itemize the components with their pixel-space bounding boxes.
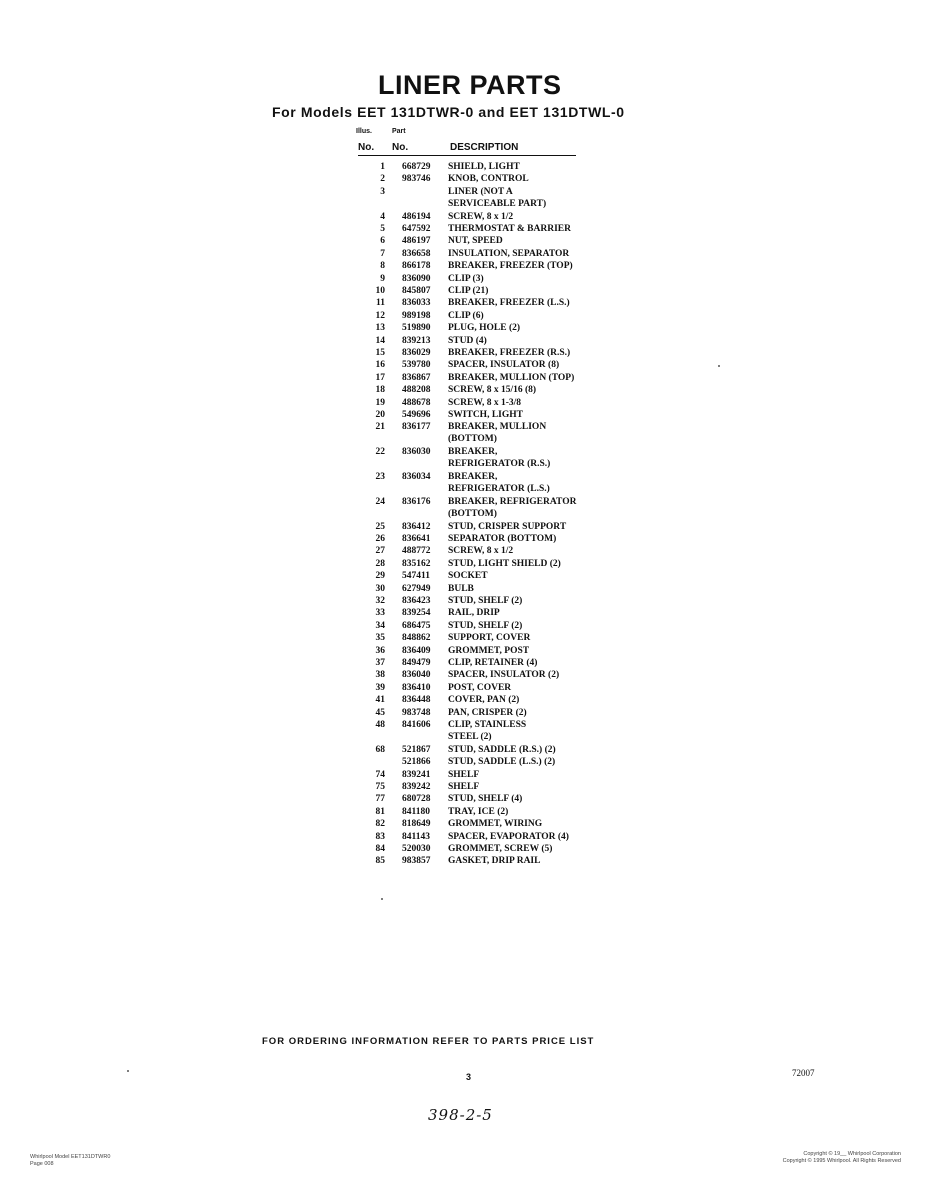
- part-column-header-top: Part: [392, 128, 406, 135]
- description-line: RAIL, DRIP: [448, 608, 500, 619]
- part-description: [448, 769, 479, 781]
- part-description: [448, 818, 542, 830]
- illus-number: 9: [380, 273, 385, 284]
- bottom-left-line: Whirlpool Model EET131DTWR0: [30, 1154, 111, 1160]
- illus-number: 2: [380, 174, 385, 185]
- part-description: [448, 707, 527, 719]
- part-number: 488678: [402, 397, 431, 408]
- scan-speck: [718, 365, 720, 367]
- description-line: SHELF: [448, 782, 480, 792]
- description-column-header: DESCRIPTION: [450, 142, 519, 153]
- description-line: SCREW, 8 x 1/2: [448, 546, 514, 557]
- illus-number: 25: [375, 521, 385, 532]
- description-line: BREAKER, REFRIGERATOR: [448, 496, 577, 507]
- description-line: SHELF: [448, 769, 480, 780]
- description-line: (BOTTOM): [448, 434, 497, 445]
- ordering-note: FOR ORDERING INFORMATION REFER TO PARTS PRICE LIST: [262, 1036, 595, 1047]
- description-line: CLIP (3): [448, 273, 484, 284]
- illus-number: 33: [375, 608, 385, 619]
- part-description: [448, 521, 566, 533]
- illus-column-header-top: Illus.: [356, 128, 372, 135]
- illus-number: 13: [375, 323, 385, 334]
- part-description: [448, 211, 513, 223]
- part-description: [448, 173, 529, 185]
- illus-number: 27: [375, 546, 385, 557]
- part-description: [448, 545, 513, 557]
- illus-number: 16: [375, 360, 385, 371]
- illus-number: 17: [375, 372, 385, 383]
- part-number: 841606: [402, 720, 431, 730]
- description-line: SUPPORT, COVER: [448, 633, 531, 644]
- part-number: 836412: [402, 521, 431, 532]
- description-line: STEEL (2): [448, 732, 492, 742]
- description-line: CLIP, STAINLESS: [448, 720, 527, 730]
- description-line: POST, COVER: [448, 682, 512, 693]
- illus-number: 75: [375, 782, 385, 792]
- part-number: 836177: [402, 422, 431, 433]
- description-line: BREAKER, MULLION (TOP): [448, 372, 575, 383]
- illus-number: 81: [375, 806, 385, 817]
- part-description: [448, 273, 484, 285]
- part-description: [448, 409, 523, 421]
- description-line: PLUG, HOLE (2): [448, 323, 521, 334]
- part-description: [448, 384, 536, 396]
- handwritten-reference: 398-2-5: [428, 1106, 493, 1124]
- description-line: SCREW, 8 x 1-3/8: [448, 397, 522, 408]
- scan-speck: [381, 898, 383, 900]
- illus-number: 37: [375, 658, 385, 668]
- part-number: 841143: [402, 831, 430, 842]
- part-number: 836030: [402, 447, 431, 458]
- part-description: [448, 446, 550, 470]
- description-line: KNOB, CONTROL: [448, 174, 529, 185]
- part-description: [448, 421, 546, 445]
- description-line: COVER, PAN (2): [448, 695, 520, 706]
- part-number: 836867: [402, 372, 431, 383]
- part-number: 836040: [402, 670, 431, 681]
- illus-number: 30: [375, 583, 385, 594]
- copyright-line: Copyright © 19__ Whirlpool Corporation: [803, 1151, 901, 1157]
- part-description: [448, 756, 555, 768]
- part-description: [448, 335, 487, 347]
- part-number: 983746: [402, 174, 431, 185]
- page-title: LINER PARTS: [378, 70, 562, 100]
- part-description: [448, 657, 537, 669]
- part-description: [448, 235, 503, 247]
- part-number: 686475: [402, 620, 431, 631]
- illus-number: 15: [375, 348, 385, 358]
- part-description: [448, 570, 488, 582]
- illus-number: 12: [375, 310, 385, 321]
- illus-number: 11: [376, 298, 385, 309]
- part-number: 486194: [402, 211, 431, 222]
- model-subtitle: For Models EET 131DTWR-0 and EET 131DTWL-0: [272, 104, 625, 120]
- part-number: 547411: [402, 571, 430, 582]
- illus-number: 3: [380, 186, 385, 197]
- description-line: SCREW, 8 x 1/2: [448, 211, 514, 222]
- part-number: 668729: [402, 162, 431, 172]
- illus-number: 20: [375, 410, 385, 420]
- illus-no-column-header: No.: [358, 142, 375, 153]
- illus-number: 41: [375, 695, 385, 706]
- part-description: [448, 471, 550, 495]
- description-line: SWITCH, LIGHT: [448, 410, 523, 420]
- part-description: [448, 669, 559, 681]
- part-description: [448, 694, 519, 706]
- part-number: 836641: [402, 534, 431, 544]
- illus-number: 6: [380, 236, 385, 247]
- illus-number: 45: [375, 707, 385, 718]
- part-number: 839241: [402, 769, 431, 780]
- illus-number: 24: [375, 496, 385, 507]
- description-line: STUD, CRISPER SUPPORT: [448, 521, 567, 532]
- part-description: [448, 322, 520, 334]
- description-line: SPACER, EVAPORATOR (4): [448, 831, 569, 842]
- part-number: 849479: [402, 658, 431, 668]
- illus-number: 5: [380, 224, 385, 234]
- illus-number: 32: [375, 596, 385, 606]
- illus-number: 83: [375, 831, 385, 842]
- description-line: GROMMET, POST: [448, 645, 530, 656]
- description-line: CLIP, RETAINER (4): [448, 658, 538, 668]
- description-line: NUT, SPEED: [448, 236, 503, 247]
- part-description: [448, 843, 552, 855]
- part-number: 848862: [402, 633, 431, 644]
- description-line: STUD, SHELF (2): [448, 596, 523, 606]
- part-description: [448, 248, 569, 260]
- illus-number: 18: [375, 385, 385, 396]
- part-number: 866178: [402, 261, 431, 272]
- description-line: SPACER, INSULATOR (2): [448, 670, 560, 681]
- description-line: TRAY, ICE (2): [448, 806, 509, 817]
- description-line: SCREW, 8 x 15/16 (8): [448, 385, 537, 396]
- bottom-right-copyright: [783, 1151, 901, 1165]
- part-description: [448, 372, 574, 384]
- description-line: SEPARATOR (BOTTOM): [448, 534, 557, 544]
- part-number: 836423: [402, 596, 431, 606]
- part-description: [448, 397, 521, 409]
- description-line: LINER (NOT A: [448, 186, 513, 197]
- part-description: [448, 620, 522, 632]
- description-line: BREAKER, FREEZER (L.S.): [448, 298, 570, 309]
- illus-number: 35: [375, 633, 385, 644]
- description-line: SERVICEABLE PART): [448, 198, 547, 209]
- part-number: 818649: [402, 819, 431, 830]
- description-line: PAN, CRISPER (2): [448, 707, 527, 718]
- description-line: (BOTTOM): [448, 508, 497, 519]
- part-number: 845807: [402, 286, 431, 296]
- part-description: [448, 632, 530, 644]
- part-number: 836034: [402, 472, 431, 482]
- part-number: 539780: [402, 360, 431, 371]
- illus-number: 7: [380, 248, 385, 259]
- part-description: [448, 607, 500, 619]
- part-number: 836410: [402, 682, 431, 693]
- header-rule: [358, 155, 576, 156]
- part-number: 836658: [402, 248, 431, 259]
- part-description: [448, 806, 508, 818]
- part-description: [448, 285, 488, 297]
- part-number: 836448: [402, 695, 431, 706]
- part-number: 519890: [402, 323, 431, 334]
- part-description: [448, 781, 479, 793]
- illus-number: 85: [375, 856, 385, 867]
- part-description: [448, 186, 546, 210]
- description-line: SPACER, INSULATOR (8): [448, 360, 560, 371]
- part-no-column-header: No.: [392, 142, 409, 153]
- part-number: 839213: [402, 335, 431, 346]
- part-number: 989198: [402, 310, 431, 321]
- description-line: STUD, SADDLE (L.S.) (2): [448, 757, 556, 768]
- description-line: GROMMET, WIRING: [448, 819, 543, 830]
- description-line: THERMOSTAT & BARRIER: [448, 224, 571, 234]
- part-description: [448, 682, 511, 694]
- copyright-line: Copyright © 1995 Whirlpool. All Rights Reserved: [782, 1158, 901, 1164]
- part-description: [448, 297, 570, 309]
- part-number: 680728: [402, 794, 431, 805]
- part-description: [448, 645, 529, 657]
- illus-number: 26: [375, 534, 385, 544]
- part-number: 836033: [402, 298, 431, 309]
- part-description: [448, 223, 571, 235]
- illus-number: 68: [375, 744, 385, 755]
- description-line: BULB: [448, 583, 474, 594]
- description-line: INSULATION, SEPARATOR: [448, 248, 570, 259]
- illus-number: 39: [375, 682, 385, 693]
- illus-number: 19: [375, 397, 385, 408]
- description-line: BREAKER, FREEZER (R.S.): [448, 348, 571, 358]
- part-description: [448, 533, 556, 545]
- part-description: [448, 831, 569, 843]
- illus-number: 22: [375, 447, 385, 458]
- illus-number: 21: [375, 422, 385, 433]
- part-number: 521867: [402, 744, 431, 755]
- part-description: [448, 719, 526, 743]
- document-number: 72007: [792, 1068, 815, 1078]
- bottom-left-line: Page 008: [30, 1161, 54, 1167]
- part-description: [448, 347, 570, 359]
- illus-number: 82: [375, 819, 385, 830]
- part-description: [448, 260, 573, 272]
- description-line: STUD, LIGHT SHIELD (2): [448, 558, 561, 569]
- description-line: BREAKER,: [448, 447, 498, 458]
- description-line: REFRIGERATOR (R.S.): [448, 459, 551, 470]
- part-number: 520030: [402, 844, 431, 854]
- illus-number: 23: [375, 472, 385, 482]
- description-line: SHIELD, LIGHT: [448, 162, 520, 172]
- scan-speck: [127, 1070, 129, 1072]
- description-line: BREAKER, MULLION: [448, 422, 547, 433]
- part-number: 488208: [402, 385, 431, 396]
- description-line: GROMMET, SCREW (5): [448, 844, 553, 854]
- part-description: [448, 793, 522, 805]
- description-line: BREAKER, FREEZER (TOP): [448, 261, 573, 272]
- illus-number: 28: [375, 558, 385, 569]
- illus-number: 48: [375, 720, 385, 730]
- part-description: [448, 310, 484, 322]
- part-number: 839254: [402, 608, 431, 619]
- part-description: [448, 855, 540, 867]
- part-number: 836090: [402, 273, 431, 284]
- illus-number: 14: [375, 335, 385, 346]
- part-description: [448, 595, 522, 607]
- description-line: STUD, SHELF (4): [448, 794, 523, 805]
- illus-number: 8: [380, 261, 385, 272]
- illus-number: 34: [375, 620, 385, 631]
- part-description: [448, 161, 520, 173]
- part-description: [448, 558, 561, 570]
- part-number: 627949: [402, 583, 431, 594]
- part-number: 836029: [402, 348, 431, 358]
- illus-number: 77: [375, 794, 385, 805]
- illus-number: 29: [375, 571, 385, 582]
- part-description: [448, 744, 556, 756]
- part-number: 486197: [402, 236, 431, 247]
- part-number: 647592: [402, 224, 431, 234]
- description-line: REFRIGERATOR (L.S.): [448, 484, 550, 494]
- description-line: CLIP (21): [448, 286, 489, 296]
- part-number: 488772: [402, 546, 431, 557]
- part-number: 521866: [402, 757, 431, 768]
- bottom-left-caption: [30, 1154, 110, 1168]
- illus-number: 38: [375, 670, 385, 681]
- part-number: 836409: [402, 645, 431, 656]
- description-line: STUD, SHELF (2): [448, 620, 523, 631]
- illus-number: 84: [375, 844, 385, 854]
- part-number: 549696: [402, 410, 431, 420]
- part-number: 836176: [402, 496, 431, 507]
- description-line: STUD (4): [448, 335, 487, 346]
- description-line: STUD, SADDLE (R.S.) (2): [448, 744, 556, 755]
- page-number: 3: [466, 1072, 472, 1082]
- part-number: 983857: [402, 856, 431, 867]
- illus-number: 36: [375, 645, 385, 656]
- description-line: CLIP (6): [448, 310, 484, 321]
- part-description: [448, 496, 576, 520]
- part-number: 835162: [402, 558, 431, 569]
- illus-number: 4: [380, 211, 385, 222]
- description-line: SOCKET: [448, 571, 488, 582]
- description-line: GASKET, DRIP RAIL: [448, 856, 541, 867]
- illus-number: 10: [375, 286, 385, 296]
- part-number: 983748: [402, 707, 431, 718]
- illus-number: 74: [375, 769, 385, 780]
- part-description: [448, 583, 474, 595]
- part-number: 839242: [402, 782, 431, 792]
- illus-number: 1: [380, 162, 385, 172]
- part-description: [448, 359, 559, 371]
- description-line: BREAKER,: [448, 472, 498, 482]
- part-number: 841180: [402, 806, 430, 817]
